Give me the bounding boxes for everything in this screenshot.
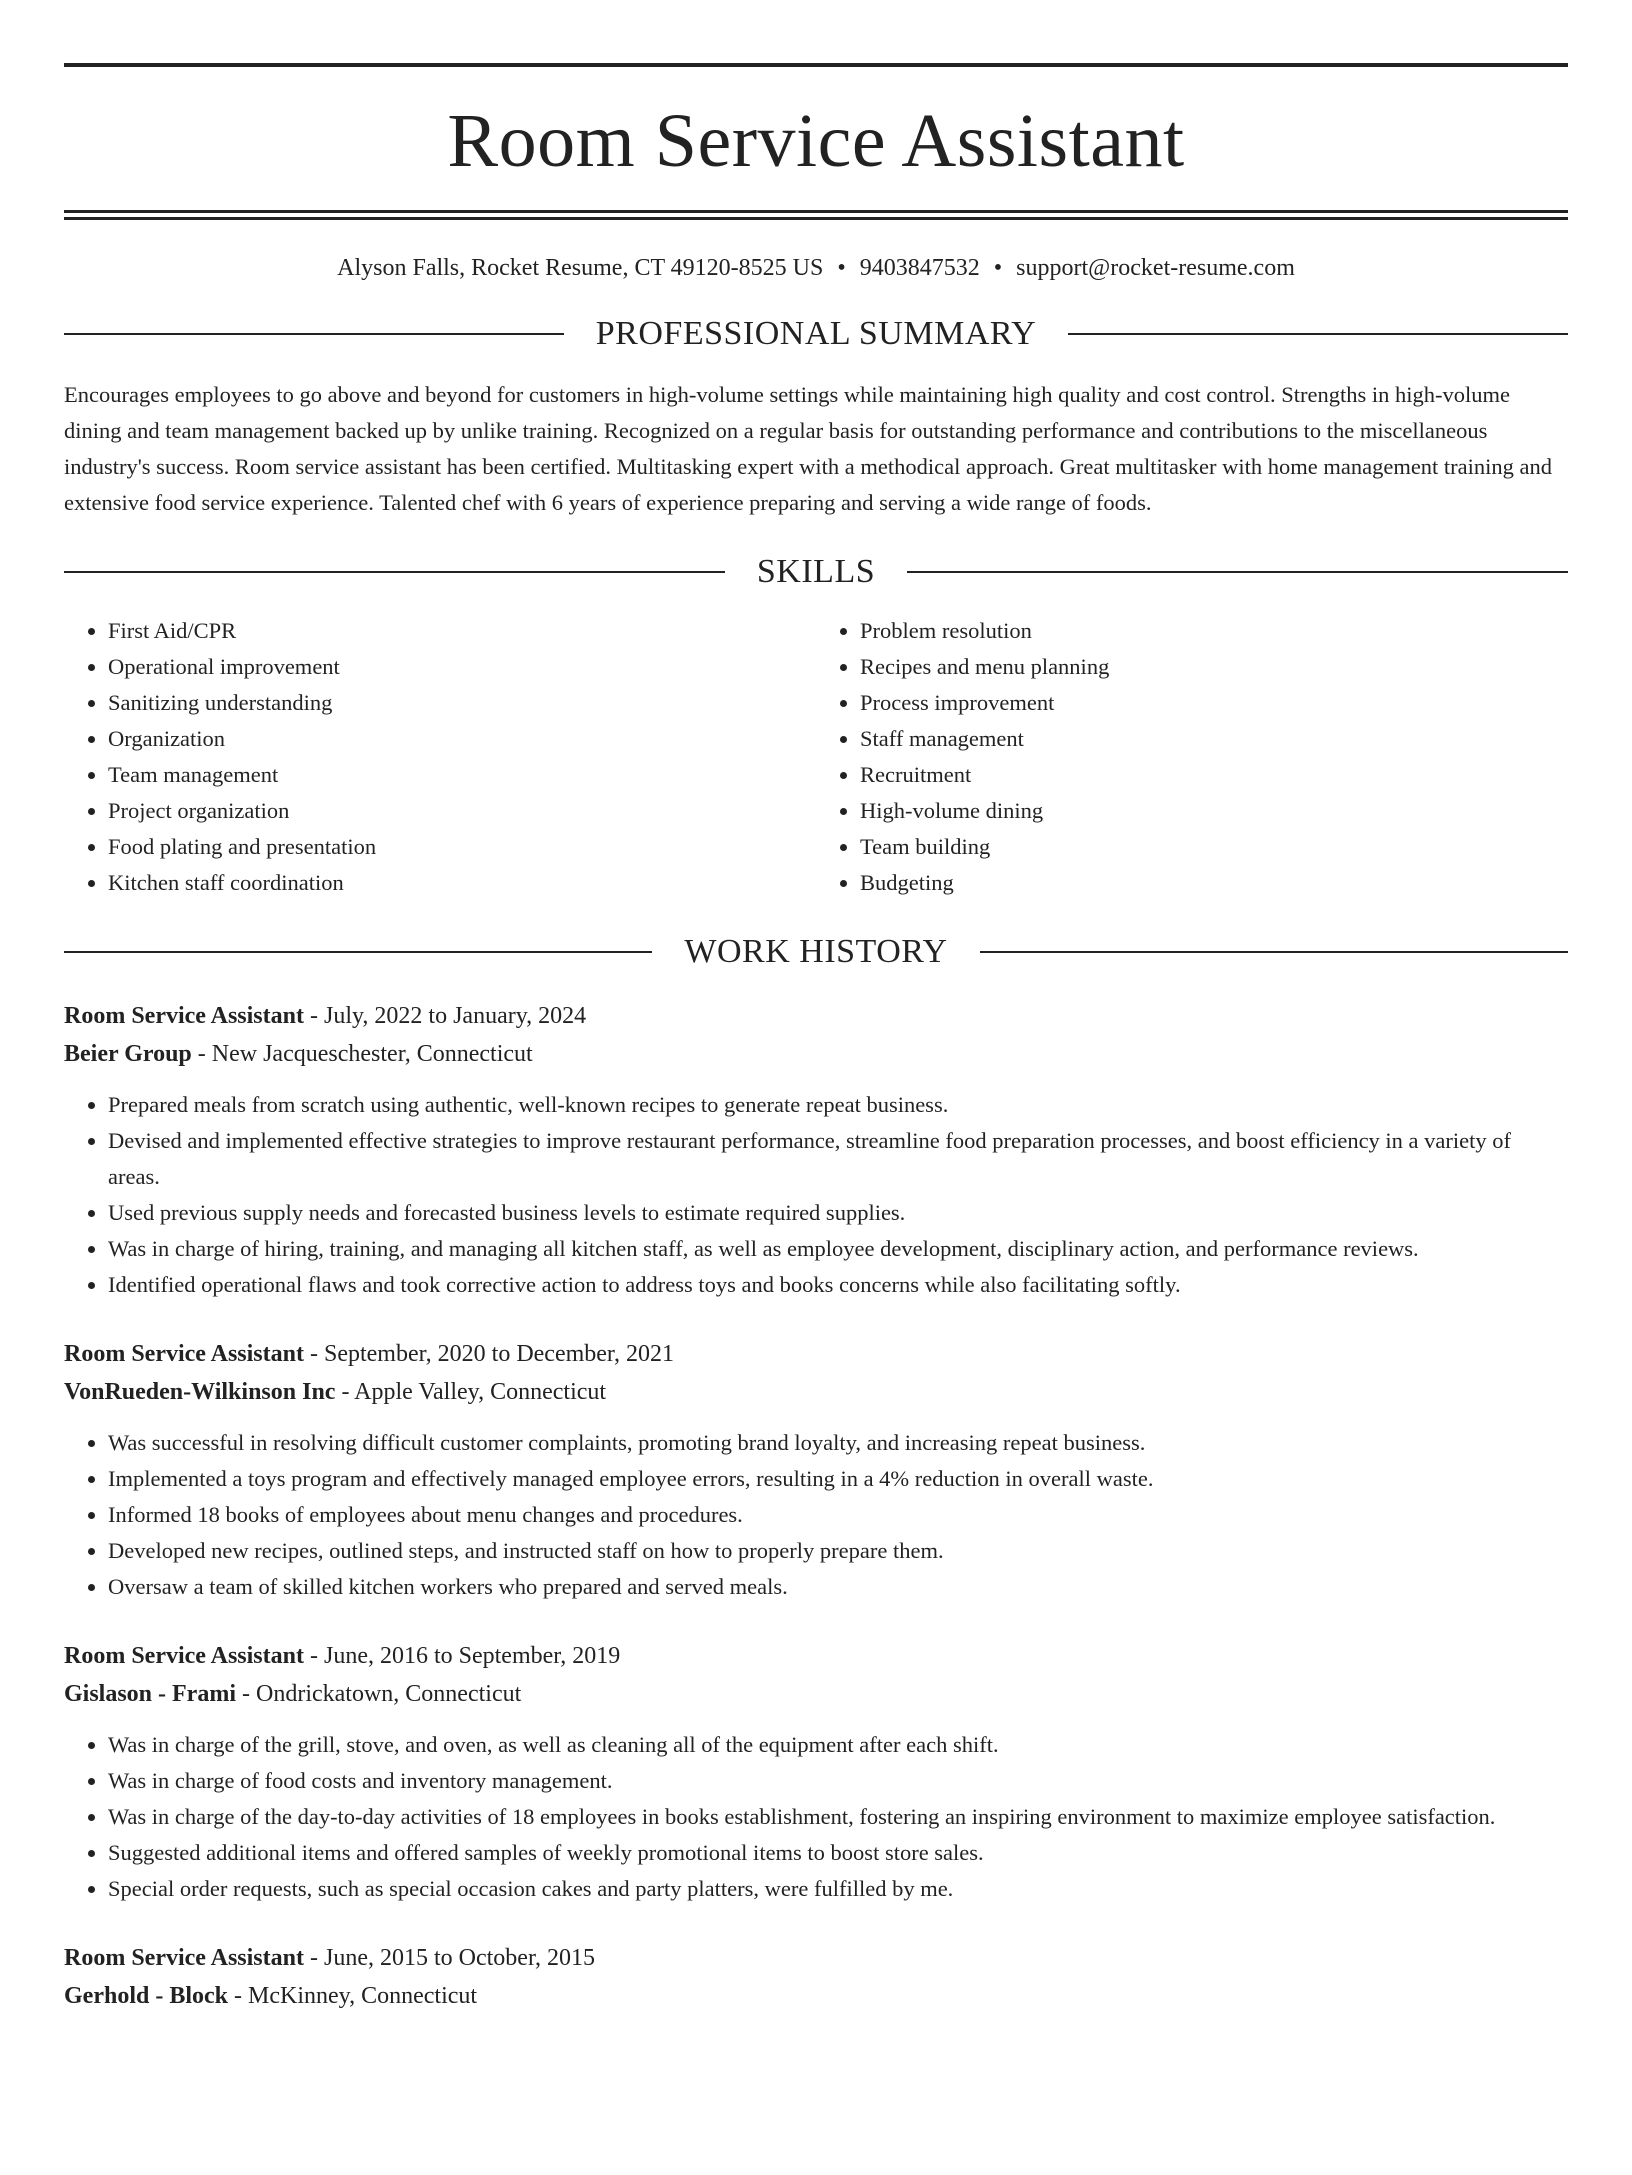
- skill-item: • Food plating and presentation: [108, 829, 816, 865]
- job-location: - McKinney, Connecticut: [228, 1982, 478, 2009]
- job-bullets: [64, 1087, 1568, 1303]
- job-title: Room Service Assistant: [64, 1002, 304, 1029]
- job-dates: - July, 2022 to January, 2024: [303, 1002, 587, 1029]
- summary-text: Encourages employees to go above and beyond for customers in high-volume settings while maintaining high quality and cost control. Strengths in high-volume dining and team management backed up by unlike training. Recognized on a regular basis for outstanding performance and contributions to the miscellaneous industry's success. Room service assistant has been certified. Multitasking expert with a methodical approach. Great multitasker with home management training and extensive food service experience. Talented chef with 6 years of experience preparing and serving a wide range of foods.: [64, 381, 1553, 515]
- skills-list-right: [816, 613, 1568, 901]
- heading-rule: [907, 571, 1568, 573]
- job-bullet: • Oversaw a team of skilled kitchen workers who prepared and served meals.: [108, 1569, 1568, 1605]
- job-bullet: • Developed new recipes, outlined steps, and instructed staff on how to properly prepare them.: [108, 1533, 1568, 1569]
- heading-rule: [980, 951, 1568, 953]
- skill-item: • Project organization: [108, 793, 816, 829]
- job-entry: [64, 1939, 1568, 2015]
- heading-rule: [1068, 333, 1568, 335]
- skill-item: • Problem resolution: [860, 613, 1568, 649]
- skill-item: • Sanitizing understanding: [108, 685, 816, 721]
- job-title-line: [64, 1939, 1568, 1977]
- job-location: - New Jacqueschester, Connecticut: [191, 1040, 533, 1067]
- work-heading: WORK HISTORY: [684, 932, 948, 970]
- skill-item: • Operational improvement: [108, 649, 816, 685]
- job-bullet: • Was in charge of food costs and inventory management.: [108, 1763, 1568, 1799]
- skills-list-left: [64, 613, 816, 901]
- job-dates: - June, 2016 to September, 2019: [303, 1642, 621, 1669]
- heading-rule: [64, 571, 725, 573]
- job-company-line: [64, 1035, 1568, 1073]
- resume-page: [0, 63, 1632, 2175]
- skill-item: • Organization: [108, 721, 816, 757]
- double-rule: [64, 210, 1568, 220]
- job-location: - Apple Valley, Connecticut: [335, 1378, 607, 1405]
- job-dates: - September, 2020 to December, 2021: [303, 1340, 674, 1367]
- job-bullet: • Was in charge of the grill, stove, and oven, as well as cleaning all of the equipment after each shift.: [108, 1727, 1568, 1763]
- job-company-line: [64, 1675, 1568, 1713]
- job-entry: [64, 1637, 1568, 1907]
- heading-rule: [64, 333, 564, 335]
- job-bullet: • Special order requests, such as special occasion cakes and party platters, were fulfilled by me.: [108, 1871, 1568, 1907]
- skill-item: • Recruitment: [860, 757, 1568, 793]
- job-location: - Ondrickatown, Connecticut: [236, 1680, 522, 1707]
- job-company: Gerhold - Block: [64, 1982, 229, 2009]
- job-bullet: • Prepared meals from scratch using authentic, well-known recipes to generate repeat business.: [108, 1087, 1568, 1123]
- heading-rule: [64, 951, 652, 953]
- job-title: Room Service Assistant: [64, 1340, 304, 1367]
- contact-address: Alyson Falls, Rocket Resume, CT 49120-8525 US: [337, 255, 824, 281]
- job-bullet: • Devised and implemented effective strategies to improve restaurant performance, streamline food preparation processes, and boost efficiency in a variety of areas.: [108, 1123, 1568, 1195]
- job-bullet: • Identified operational flaws and took corrective action to address toys and books concerns while also facilitating softly.: [108, 1267, 1568, 1303]
- job-company: Beier Group: [64, 1040, 192, 1067]
- contact-email: support@rocket-resume.com: [1016, 255, 1295, 281]
- job-bullet: • Suggested additional items and offered samples of weekly promotional items to boost store sales.: [108, 1835, 1568, 1871]
- job-company: Gislason - Frami: [64, 1680, 236, 1707]
- skill-item: • Team building: [860, 829, 1568, 865]
- job-company-line: [64, 1977, 1568, 2015]
- job-entry: [64, 997, 1568, 1303]
- contact-separator: •: [837, 255, 846, 281]
- job-entry: [64, 1335, 1568, 1605]
- skill-item: • High-volume dining: [860, 793, 1568, 829]
- skill-item: • Recipes and menu planning: [860, 649, 1568, 685]
- job-bullet: • Informed 18 books of employees about menu changes and procedures.: [108, 1497, 1568, 1533]
- contact-separator: •: [993, 255, 1003, 281]
- work-heading-row: [64, 932, 1568, 970]
- job-dates: - June, 2015 to October, 2015: [303, 1944, 595, 1971]
- job-bullet: • Used previous supply needs and forecasted business levels to estimate required supplies.: [108, 1195, 1568, 1231]
- job-company: VonRueden-Wilkinson Inc: [64, 1378, 336, 1405]
- job-company-line: [64, 1373, 1568, 1411]
- resume-name: Room Service Assistant: [447, 99, 1185, 183]
- job-bullet: • Was successful in resolving difficult customer complaints, promoting brand loyalty, and increasing repeat business.: [108, 1425, 1568, 1461]
- summary-heading: PROFESSIONAL SUMMARY: [595, 314, 1037, 352]
- skill-item: • Staff management: [860, 721, 1568, 757]
- work-history: [64, 997, 1568, 2015]
- job-title-line: [64, 1335, 1568, 1373]
- contact-line: [64, 254, 1568, 283]
- job-title: Room Service Assistant: [64, 1642, 304, 1669]
- job-bullets: [64, 1727, 1568, 1907]
- job-title-line: [64, 997, 1568, 1035]
- skill-item: • Process improvement: [860, 685, 1568, 721]
- job-bullet: • Was in charge of the day-to-day activities of 18 employees in books establishment, fostering an inspiring environment to maximize employee satisfaction.: [108, 1799, 1568, 1835]
- skill-item: • Kitchen staff coordination: [108, 865, 816, 901]
- job-bullets: [64, 1425, 1568, 1605]
- job-bullet: • Implemented a toys program and effectively managed employee errors, resulting in a 4% reduction in overall waste.: [108, 1461, 1568, 1497]
- top-rule: [64, 63, 1568, 67]
- contact-phone: 9403847532: [859, 255, 980, 281]
- job-bullet: • Was in charge of hiring, training, and managing all kitchen staff, as well as employee development, disciplinary action, and performance reviews.: [108, 1231, 1568, 1267]
- skill-item: • Team management: [108, 757, 816, 793]
- summary-heading-row: [64, 314, 1568, 352]
- skills-columns: [64, 613, 1568, 901]
- skill-item: • First Aid/CPR: [108, 613, 816, 649]
- job-title-line: [64, 1637, 1568, 1675]
- skills-heading-row: [64, 552, 1568, 590]
- skill-item: • Budgeting: [860, 865, 1568, 901]
- job-title: Room Service Assistant: [64, 1944, 304, 1971]
- skills-heading: SKILLS: [756, 552, 876, 590]
